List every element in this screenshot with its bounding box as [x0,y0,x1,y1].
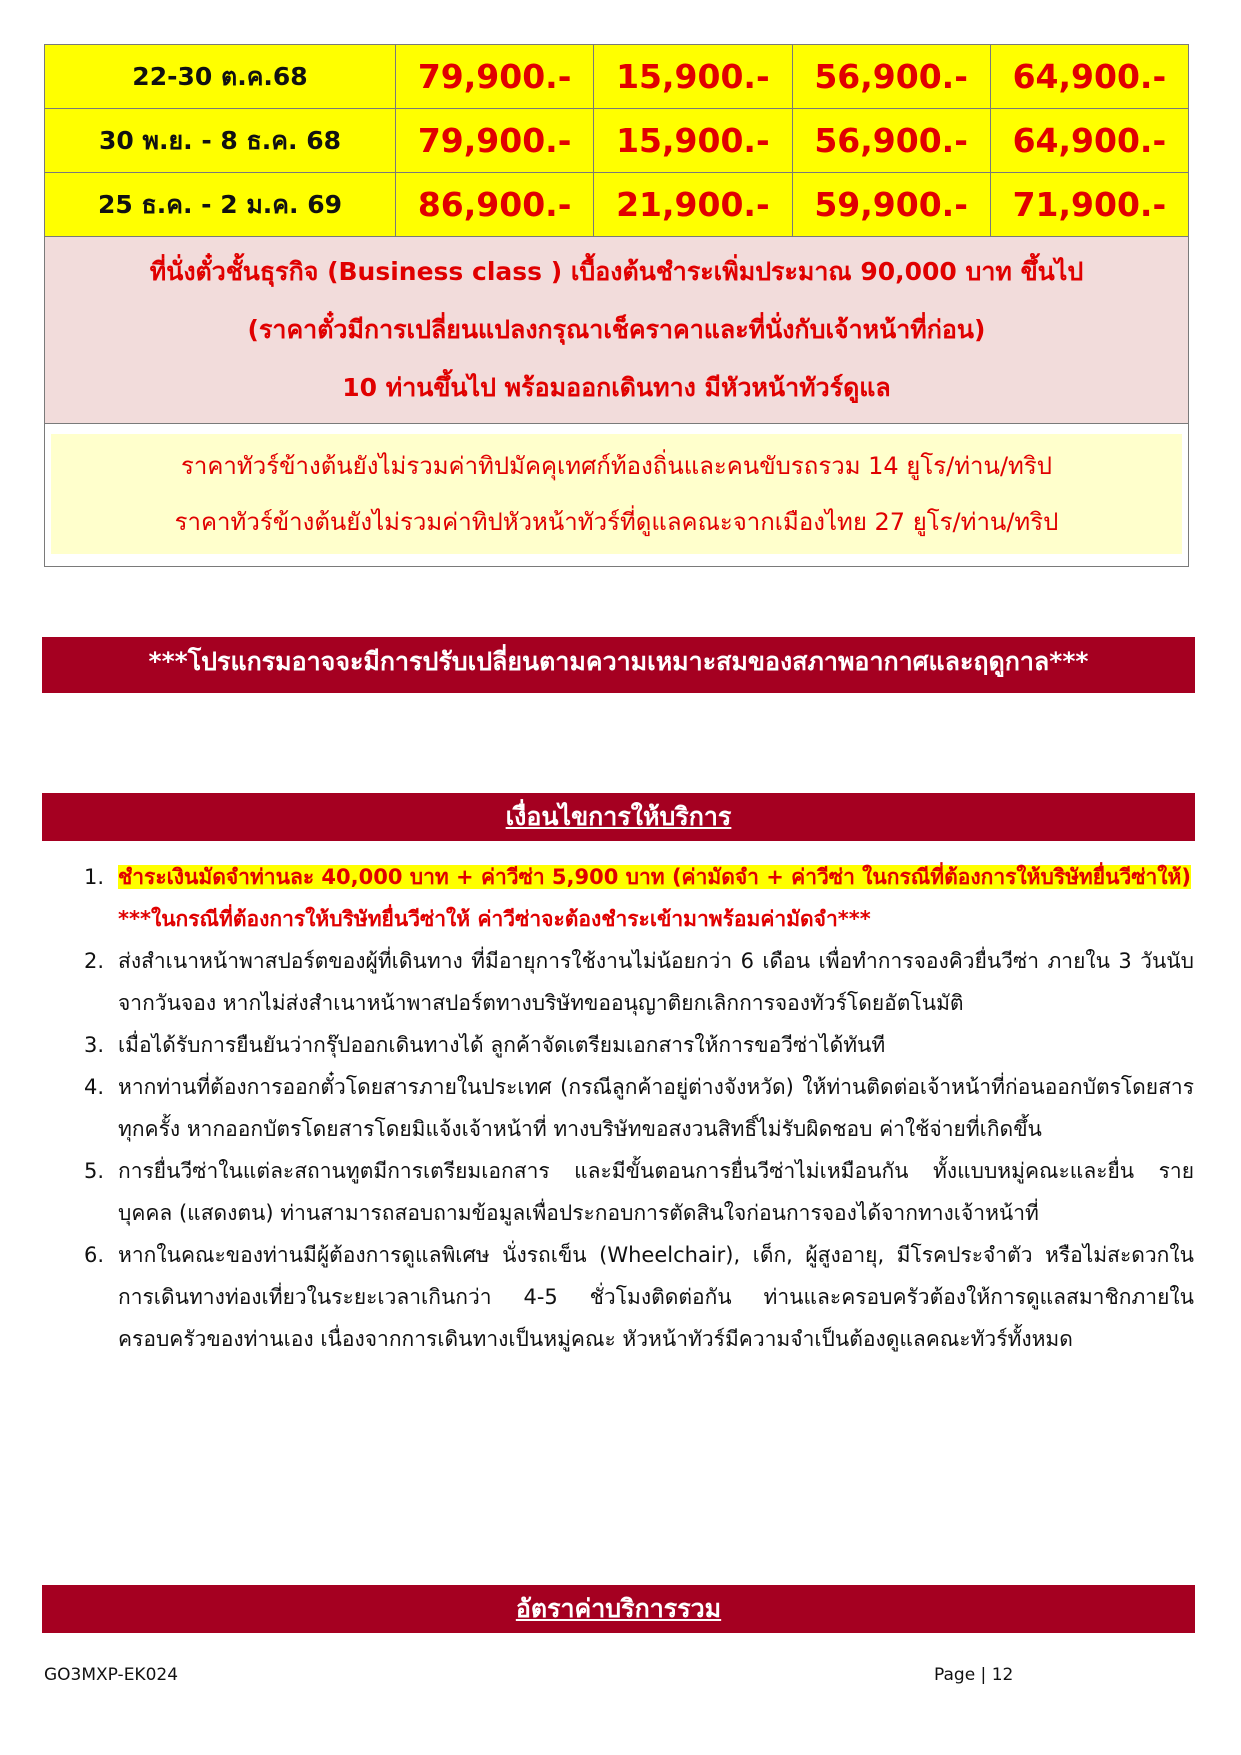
business-line: 10 ท่านขึ้นไป พร้อมออกเดินทาง มีหัวหน้าทัวร์ดูแล [342,373,891,402]
list-item [84,1150,1194,1234]
price-cell: 86,900.- [396,173,594,237]
conditions-title: เงื่อนไขการให้บริการ [42,793,1195,841]
item-text: เมื่อได้รับการยืนยันว่ากรุ๊ปออกเดินทางได้ ลูกค้าจัดเตรียมเอกสารให้การขอวีซ่าได้ทันที [118,1033,886,1057]
program-notice-banner: ***โปรแกรมอาจจะมีการปรับเปลี่ยนตามความเหมาะสมของสภาพอากาศและฤดูกาล*** [42,637,1195,693]
price-cell: 59,900.- [792,173,990,237]
service-rates-title: อัตราค่าบริการรวม [42,1585,1195,1633]
item-text: หากท่านที่ต้องการออกตั๋วโดยสารภายในประเทศ (กรณีลูกค้าอยู่ต่างจังหวัด) ให้ท่านติดต่อเจ้าหน้าที่ก่อนออกบัตรโดยสารทุกครั้ง หากออกบัตรโดยสารโดยมิแจ้งเจ้าหน้าที่ ทางบริษัทขอสงวนสิทธิ์ไม่รับผิดชอบ ค่าใช้จ่ายที่เกิดขึ้น [118,1075,1194,1141]
tip-line: ราคาทัวร์ข้างต้นยังไม่รวมค่าทิปหัวหน้าทัวร์ที่ดูแลคณะจากเมืองไทย 27 ยูโร/ท่าน/ทริป [174,508,1059,536]
business-class-row [45,237,1189,424]
item-number: 5. [84,1159,105,1183]
tip-line: ราคาทัวร์ข้างต้นยังไม่รวมค่าทิปมัคคุเทศก์ท้องถิ่นและคนขับรถรวม 14 ยูโร/ท่าน/ทริป [181,452,1052,480]
travel-date: 22-30 ต.ค.68 [45,45,396,109]
travel-date: 25 ธ.ค. - 2 ม.ค. 69 [45,173,396,237]
item-number: 2. [84,949,105,973]
price-cell: 15,900.- [594,45,792,109]
tip-note-box [51,434,1182,554]
item-text: การยื่นวีซ่าในแต่ละสถานทูตมีการเตรียมเอกสาร และมีขั้นตอนการยื่นวีซ่าไม่เหมือนกัน ทั้งแบบหมู่คณะและยื่น รายบุคคล (แสดงตน) ท่านสามารถสอบถามข้อมูลเพื่อประกอบการตัดสินใจก่อนการจองได้จากทางเจ้าหน้าที่ [118,1159,1194,1225]
price-cell: 64,900.- [990,45,1188,109]
price-cell: 71,900.- [990,173,1188,237]
business-class-note [45,237,1189,424]
deposit-subnote: ***ในกรณีที่ต้องการให้บริษัทยื่นวีซ่าให้ ค่าวีซ่าจะต้องชำระเข้ามาพร้อมค่ามัดจำ*** [118,907,871,931]
price-cell: 56,900.- [792,109,990,173]
list-item [84,1066,1194,1150]
price-cell: 21,900.- [594,173,792,237]
item-text: ส่งสำเนาหน้าพาสปอร์ตของผู้ที่เดินทาง ที่มีอายุการใช้งานไม่น้อยกว่า 6 เดือน เพื่อทำการจองคิวยื่นวีซ่า ภายใน 3 วันนับจากวันจอง หากไม่ส่งสำเนาหน้าพาสปอร์ตทางบริษัทขออนุญาติยกเลิกการจองทัวร์โดยอัตโนมัติ [118,949,1194,1015]
price-cell: 79,900.- [396,109,594,173]
list-item [84,940,1194,1024]
price-cell: 15,900.- [594,109,792,173]
conditions-list [84,856,1194,1360]
item-number: 6. [84,1243,105,1267]
price-cell: 79,900.- [396,45,594,109]
travel-date: 30 พ.ย. - 8 ธ.ค. 68 [45,109,396,173]
item-text: หากในคณะของท่านมีผู้ต้องการดูแลพิเศษ นั่งรถเข็น (Wheelchair), เด็ก, ผู้สูงอายุ, มีโรคประจำตัว หรือไม่สะดวกใน การเดินทางท่องเที่ยวในระยะเวลาเกินกว่า 4-5 ชั่วโมงติดต่อกัน ท่านและครอบครัวต้องให้การดูแลสมาชิกภายในครอบครัวของท่านเอง เนื่องจากการเดินทางเป็นหมู่คณะ หัวหน้าทัวร์มีความจำเป็นต้องดูแลคณะทัวร์ทั้งหมด [118,1243,1194,1351]
price-cell: 64,900.- [990,109,1188,173]
tip-row [45,424,1189,567]
price-row [45,173,1189,237]
business-line: (ราคาตั๋วมีการเปลี่ยนแปลงกรุณาเช็คราคาและที่นั่งกับเจ้าหน้าที่ก่อน) [247,315,986,344]
item-number: 3. [84,1033,105,1057]
list-item [84,856,1194,940]
page-number: Page | 12 [934,1665,1014,1685]
tour-code: GO3MXP-EK024 [44,1665,179,1685]
item-number: 1. [84,865,105,889]
list-item [84,1234,1194,1360]
list-item [84,1024,1194,1066]
price-row [45,45,1189,109]
price-cell: 56,900.- [792,45,990,109]
price-table [44,44,1189,567]
item-text [118,856,1194,940]
price-row [45,109,1189,173]
item-number: 4. [84,1075,105,1099]
business-line: ที่นั่งตั๋วชั้นธุรกิจ (Business class ) เบื้องต้นชำระเพิ่มประมาณ 90,000 บาท ขึ้นไป [149,257,1084,286]
tip-note-cell [45,424,1189,567]
deposit-text: ชำระเงินมัดจำท่านละ 40,000 บาท + ค่าวีซ่า 5,900 บาท (ค่ามัดจำ + ค่าวีซ่า ในกรณีที่ต้องการให้บริษัทยื่นวีซ่าให้) [118,865,1191,889]
